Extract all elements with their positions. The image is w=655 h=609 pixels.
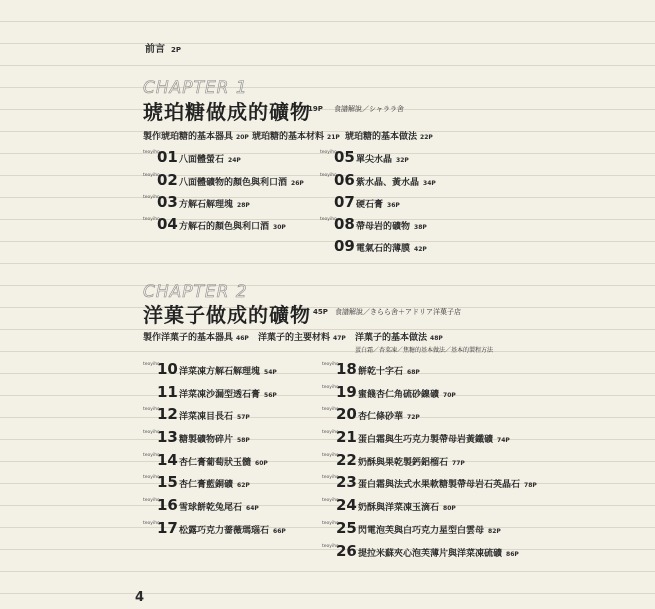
chapter2-subsection: 製作洋菓子的基本器具 46P <box>143 333 249 343</box>
chapter2-page: 45P <box>313 308 328 316</box>
chapter1-subsection: 琥珀糖的基本材料 21P <box>252 132 340 142</box>
chapter1-page: 19P <box>308 105 323 113</box>
chapter2-title: 洋菓子做成的礦物 <box>143 303 311 327</box>
preface-title: 前言 <box>145 44 165 55</box>
preface-entry <box>145 40 181 55</box>
chapter2-subsection: 洋菓子的基本做法 48P <box>355 333 443 343</box>
chapter2-subsection: 洋菓子的主要材料 47P <box>258 333 346 343</box>
chapter2-subnote: 蛋白霜／杏菜凍／焦糖的基本做法／基本的製程方法 <box>355 347 494 354</box>
chapter1-label: CHAPTER 1 <box>143 78 248 98</box>
chapter1-subsection: 製作琥珀糖的基本器具 20P <box>143 132 249 142</box>
chapter1-title: 琥珀糖做成的礦物 <box>143 100 311 124</box>
chapter2-label: CHAPTER 2 <box>143 282 248 302</box>
preface-page: 2P <box>171 46 182 54</box>
chapter2-credit: 食譜解說／きらら舍＋アドリア洋菓子店 <box>335 308 461 316</box>
page-number: 4 <box>135 590 145 605</box>
chapter1-credit: 食譜解說／シャララ舍 <box>334 105 404 113</box>
chapter1-subsection: 琥珀糖的基本做法 22P <box>345 132 433 142</box>
